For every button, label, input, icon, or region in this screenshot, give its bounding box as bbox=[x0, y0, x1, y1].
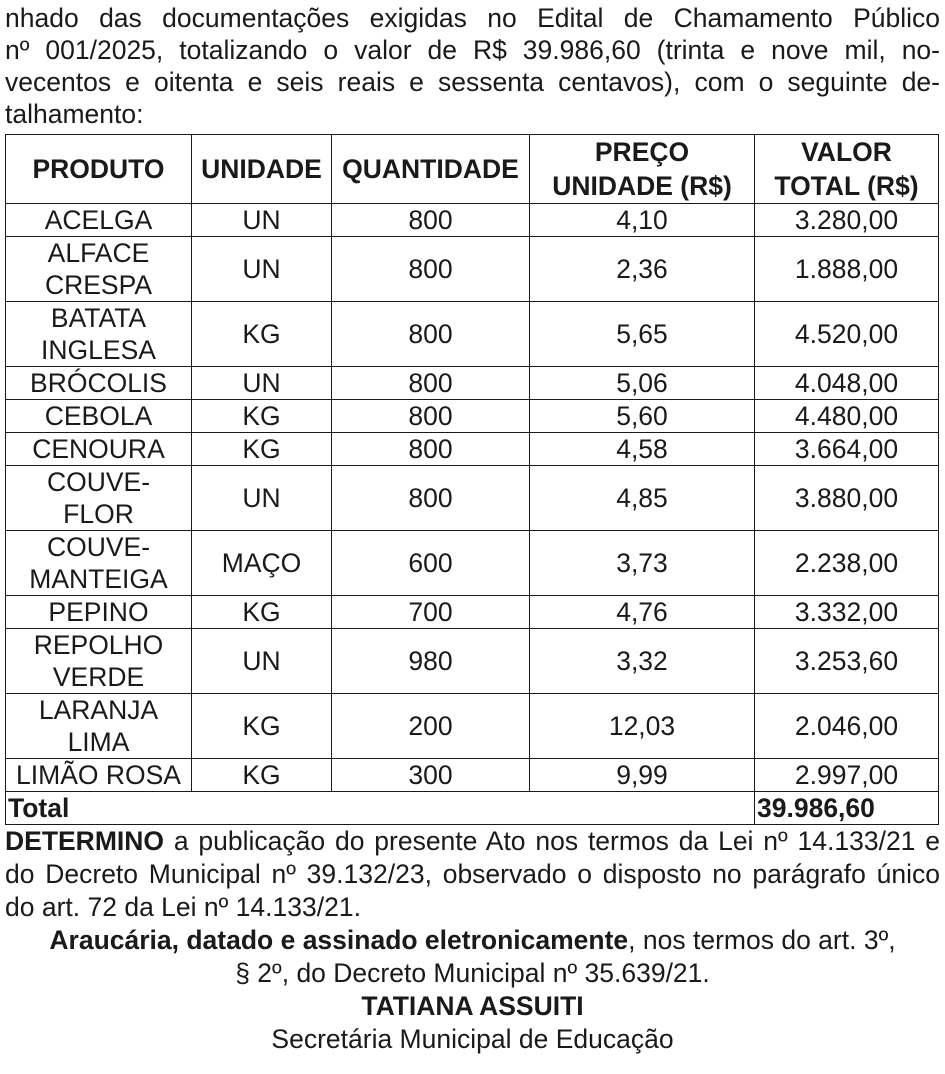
cell-quantidade: 700 bbox=[332, 596, 530, 629]
produto-line: BRÓCOLIS bbox=[30, 368, 167, 398]
closing-line-1 bbox=[5, 924, 940, 957]
produto-line: CENOURA bbox=[32, 434, 165, 464]
determino-text: a publicação do presente Ato nos termos da Lei nº 14.133/21 e do Decreto Municipal nº 39.132/23, observado o disposto no parágrafo único do art. 72 da Lei nº 14.133/21. bbox=[5, 826, 940, 922]
cell-preco: 4,10 bbox=[530, 204, 755, 237]
cell-produto bbox=[6, 302, 192, 367]
intro-paragraph bbox=[5, 0, 940, 130]
cell-produto bbox=[6, 237, 192, 302]
cell-produto bbox=[6, 531, 192, 596]
cell-unidade: UN bbox=[192, 204, 332, 237]
cell-quantidade: 800 bbox=[332, 433, 530, 466]
table-row bbox=[6, 302, 939, 367]
cell-produto bbox=[6, 596, 192, 629]
cell-quantidade: 300 bbox=[332, 759, 530, 792]
cell-preco: 5,06 bbox=[530, 367, 755, 400]
cell-valor: 4.520,00 bbox=[755, 302, 939, 367]
cell-unidade: KG bbox=[192, 302, 332, 367]
table-row bbox=[6, 629, 939, 694]
produto-line: CEBOLA bbox=[44, 401, 153, 431]
cell-valor: 3.880,00 bbox=[755, 466, 939, 531]
table-row bbox=[6, 367, 939, 400]
produto-line: LIMÃO ROSA bbox=[16, 760, 181, 790]
header-produto: PRODUTO bbox=[6, 135, 192, 204]
table-row bbox=[6, 237, 939, 302]
cell-unidade: KG bbox=[192, 400, 332, 433]
cell-quantidade: 600 bbox=[332, 531, 530, 596]
produto-line: VERDE bbox=[52, 662, 145, 692]
products-table bbox=[5, 134, 939, 825]
cell-unidade: UN bbox=[192, 466, 332, 531]
cell-valor: 4.480,00 bbox=[755, 400, 939, 433]
signer-name: TATIANA ASSUITI bbox=[361, 991, 584, 1021]
cell-quantidade: 980 bbox=[332, 629, 530, 694]
closing-line-2: § 2º, do Decreto Municipal nº 35.639/21. bbox=[235, 958, 710, 988]
cell-quantidade: 800 bbox=[332, 237, 530, 302]
header-valor-line1: VALOR bbox=[801, 137, 892, 167]
cell-quantidade: 800 bbox=[332, 466, 530, 531]
table-row bbox=[6, 759, 939, 792]
cell-preco: 2,36 bbox=[530, 237, 755, 302]
cell-valor: 4.048,00 bbox=[755, 367, 939, 400]
table-row bbox=[6, 466, 939, 531]
intro-line: vecentos e oitenta e seis reais e sessenta centavos), com o seguinte de- bbox=[5, 67, 940, 97]
cell-valor: 1.888,00 bbox=[755, 237, 939, 302]
cell-quantidade: 800 bbox=[332, 367, 530, 400]
total-row bbox=[6, 792, 939, 825]
cell-preco: 3,32 bbox=[530, 629, 755, 694]
intro-line: nhado das documentações exigidas no Edital de Chamamento Público bbox=[5, 3, 940, 33]
cell-preco: 12,03 bbox=[530, 694, 755, 759]
cell-unidade: MAÇO bbox=[192, 531, 332, 596]
header-preco-line2: UNIDADE (R$) bbox=[552, 171, 732, 201]
produto-line: LIMA bbox=[67, 727, 130, 757]
produto-line: MANTEIGA bbox=[29, 564, 168, 594]
produto-line: ACELGA bbox=[44, 205, 153, 235]
signer-role: Secretária Municipal de Educação bbox=[271, 1024, 674, 1054]
total-value: 39.986,60 bbox=[755, 792, 939, 825]
table-header-row bbox=[6, 135, 939, 204]
table-row bbox=[6, 433, 939, 466]
table-row bbox=[6, 531, 939, 596]
cell-quantidade: 200 bbox=[332, 694, 530, 759]
header-unidade: UNIDADE bbox=[192, 135, 332, 204]
table-row bbox=[6, 694, 939, 759]
cell-unidade: UN bbox=[192, 237, 332, 302]
produto-line: REPOLHO bbox=[33, 630, 164, 660]
produto-line: COUVE- bbox=[46, 467, 151, 497]
header-quantidade: QUANTIDADE bbox=[332, 135, 530, 204]
cell-valor: 3.253,60 bbox=[755, 629, 939, 694]
table-row bbox=[6, 204, 939, 237]
table-row bbox=[6, 400, 939, 433]
closing-lead: Araucária, datado e assinado eletronicamente bbox=[49, 925, 629, 955]
produto-line: BATATA bbox=[50, 303, 147, 333]
table-row bbox=[6, 596, 939, 629]
intro-line: talhamento: bbox=[5, 99, 144, 129]
determino-paragraph bbox=[5, 825, 940, 924]
cell-valor: 3.332,00 bbox=[755, 596, 939, 629]
total-label: Total bbox=[6, 792, 755, 825]
cell-valor: 3.664,00 bbox=[755, 433, 939, 466]
cell-unidade: UN bbox=[192, 629, 332, 694]
produto-line: CRESPA bbox=[44, 270, 152, 300]
cell-unidade: KG bbox=[192, 759, 332, 792]
cell-preco: 4,58 bbox=[530, 433, 755, 466]
intro-line: nº 001/2025, totalizando o valor de R$ 39.986,60 (trinta e nove mil, no- bbox=[5, 35, 940, 65]
produto-line: LARANJA bbox=[38, 695, 159, 725]
cell-valor: 3.280,00 bbox=[755, 204, 939, 237]
produto-line: ALFACE bbox=[47, 238, 150, 268]
cell-produto bbox=[6, 694, 192, 759]
cell-preco: 4,76 bbox=[530, 596, 755, 629]
produto-line: PEPINO bbox=[48, 597, 149, 627]
cell-unidade: KG bbox=[192, 433, 332, 466]
cell-produto bbox=[6, 400, 192, 433]
cell-preco: 9,99 bbox=[530, 759, 755, 792]
cell-preco: 4,85 bbox=[530, 466, 755, 531]
cell-unidade: UN bbox=[192, 367, 332, 400]
cell-produto bbox=[6, 629, 192, 694]
cell-preco: 5,60 bbox=[530, 400, 755, 433]
closing-text: , nos termos do art. 3º, bbox=[628, 925, 896, 955]
cell-unidade: KG bbox=[192, 694, 332, 759]
produto-line: COUVE- bbox=[46, 532, 151, 562]
cell-produto bbox=[6, 367, 192, 400]
cell-produto bbox=[6, 433, 192, 466]
cell-preco: 3,73 bbox=[530, 531, 755, 596]
cell-quantidade: 800 bbox=[332, 204, 530, 237]
cell-produto bbox=[6, 466, 192, 531]
produto-line: FLOR bbox=[63, 499, 134, 529]
header-valor bbox=[755, 135, 939, 204]
cell-quantidade: 800 bbox=[332, 400, 530, 433]
cell-unidade: KG bbox=[192, 596, 332, 629]
determino-lead: DETERMINO bbox=[5, 826, 164, 856]
cell-valor: 2.046,00 bbox=[755, 694, 939, 759]
header-valor-line2: TOTAL (R$) bbox=[774, 171, 919, 201]
produto-line: INGLESA bbox=[41, 335, 156, 365]
cell-valor: 2.997,00 bbox=[755, 759, 939, 792]
cell-preco: 5,65 bbox=[530, 302, 755, 367]
cell-valor: 2.238,00 bbox=[755, 531, 939, 596]
cell-quantidade: 800 bbox=[332, 302, 530, 367]
cell-produto bbox=[6, 759, 192, 792]
header-preco bbox=[530, 135, 755, 204]
header-preco-line1: PREÇO bbox=[594, 137, 690, 167]
cell-produto bbox=[6, 204, 192, 237]
